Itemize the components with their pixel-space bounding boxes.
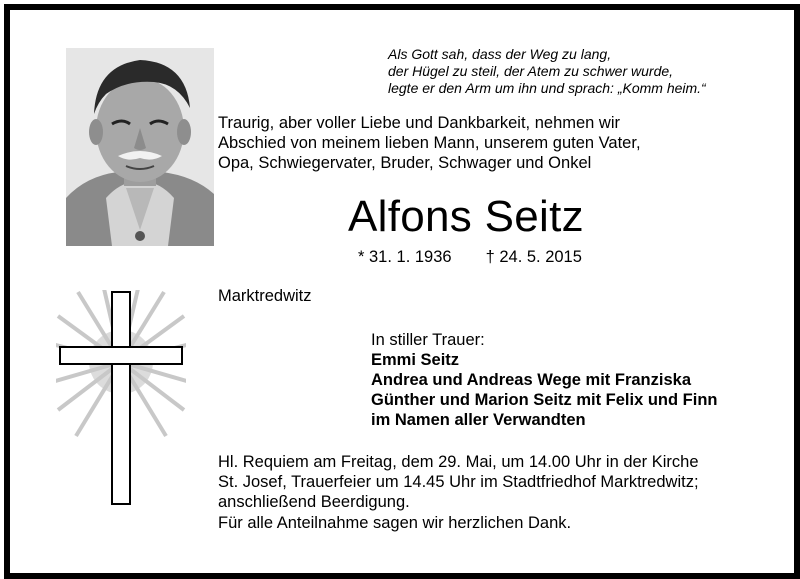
poem-line: Als Gott sah, dass der Weg zu lang, <box>388 46 612 62</box>
poem-line: legte er den Arm um ihn und sprach: „Komm heim.“ <box>388 80 706 96</box>
mourner-name: im Namen aller Verwandten <box>371 411 586 429</box>
portrait-photo-icon <box>66 48 214 246</box>
requiem-text <box>218 452 778 512</box>
intro-text <box>218 113 698 173</box>
life-dates <box>358 247 582 267</box>
birth-date: * 31. 1. 1936 <box>358 248 452 266</box>
death-date: † 24. 5. 2015 <box>485 248 582 266</box>
requiem-line: anschließend Beerdigung. <box>218 493 410 511</box>
intro-line: Opa, Schwiegervater, Bruder, Schwager und Onkel <box>218 154 592 172</box>
requiem-line: Hl. Requiem am Freitag, dem 29. Mai, um 14.00 Uhr in der Kirche <box>218 453 699 471</box>
cross-icon <box>56 290 186 506</box>
mourner-name: Andrea und Andreas Wege mit Franziska <box>371 371 691 389</box>
mourner-name: Günther und Marion Seitz mit Felix und Finn <box>371 391 718 409</box>
poem-line: der Hügel zu steil, der Atem zu schwer wurde, <box>388 63 674 79</box>
portrait-photo <box>66 48 214 246</box>
poem <box>388 46 788 97</box>
intro-line: Traurig, aber voller Liebe und Dankbarkeit, nehmen wir <box>218 114 621 132</box>
mourners-list <box>371 350 718 430</box>
requiem-line: St. Josef, Trauerfeier um 14.45 Uhr im Stadtfriedhof Marktredwitz; <box>218 473 699 491</box>
mourner-name: Emmi Seitz <box>371 351 460 369</box>
mourners-label: In stiller Trauer: <box>371 331 485 349</box>
place: Marktredwitz <box>218 287 312 305</box>
deceased-name: Alfons Seitz <box>348 192 584 241</box>
thanks-text: Für alle Anteilnahme sagen wir herzlichen Dank. <box>218 514 572 532</box>
intro-line: Abschied von meinem lieben Mann, unserem guten Vater, <box>218 134 641 152</box>
